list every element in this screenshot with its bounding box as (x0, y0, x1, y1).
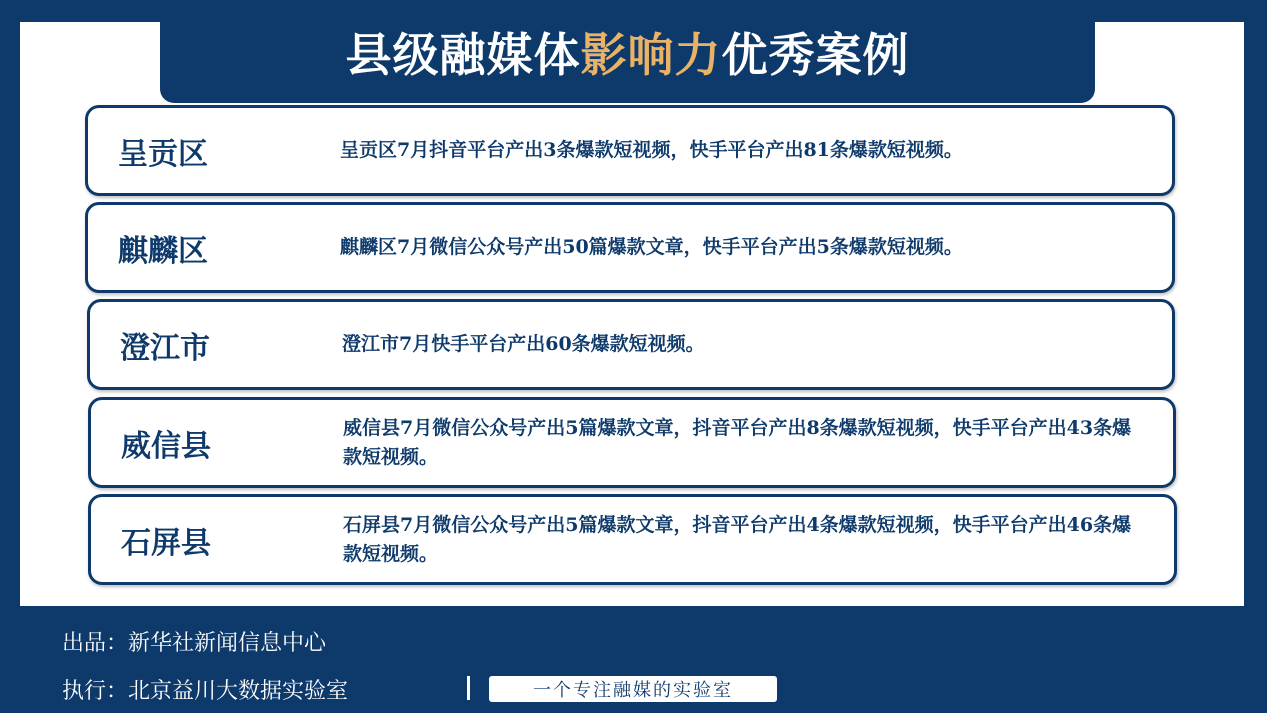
case-name: 威信县 (121, 428, 211, 464)
case-description: 麒麟区7月微信公众号产出50篇爆款文章，快手平台产出5条爆款短视频。 (340, 236, 963, 258)
footer-tagline: 一个专注融媒的实验室 (489, 676, 777, 702)
case-description: 石屏县7月微信公众号产出5篇爆款文章，抖音平台产出4条爆款短视频，快手平台产出46条爆款短视频。 (343, 513, 1132, 565)
case-description: 呈贡区7月抖音平台产出3条爆款短视频，快手平台产出81条爆款短视频。 (340, 139, 963, 161)
case-card (87, 299, 1175, 390)
title-highlight: 影响力 (580, 27, 722, 82)
case-card (85, 202, 1175, 293)
page-title (346, 19, 910, 85)
case-name: 麒麟区 (118, 233, 208, 269)
case-description: 澄江市7月快手平台产出60条爆款短视频。 (342, 333, 705, 355)
case-name: 呈贡区 (118, 136, 208, 172)
case-name: 石屏县 (121, 525, 211, 561)
case-name: 澄江市 (120, 330, 210, 366)
title-prefix: 县级融媒体 (345, 27, 581, 82)
title-suffix: 优秀案例 (721, 27, 910, 82)
footer-executor: 执行：北京益川大数据实验室 (62, 679, 349, 704)
footer-divider (467, 676, 470, 700)
case-card (88, 494, 1177, 585)
case-card (85, 105, 1175, 196)
footer-producer: 出品：新华社新闻信息中心 (62, 631, 327, 656)
title-banner (160, 0, 1095, 103)
case-card (88, 397, 1176, 488)
case-description: 威信县7月微信公众号产出5篇爆款文章，抖音平台产出8条爆款短视频，快手平台产出43条爆款短视频。 (343, 416, 1132, 468)
